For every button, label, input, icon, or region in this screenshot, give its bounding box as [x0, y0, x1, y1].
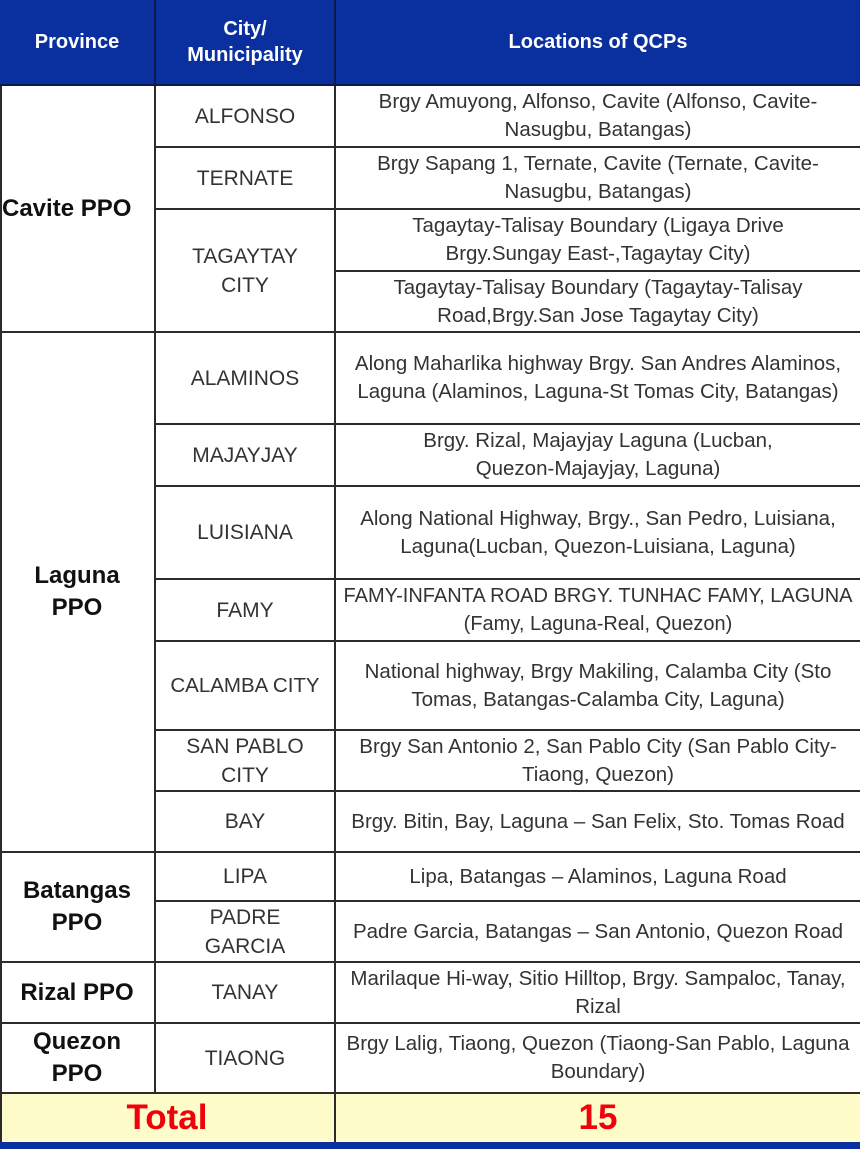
location-text: Along Maharlika highway Brgy. San Andres Alaminos, Laguna (Alaminos, Laguna-St Tomas City, Batangas)	[354, 352, 842, 403]
location-text: Brgy Amuyong, Alfonso, Cavite (Alfonso, Cavite-Nasugbu, Batangas)	[378, 90, 818, 141]
city-cell	[156, 731, 336, 792]
location-cell	[336, 86, 860, 148]
location-text: FAMY-INFANTA ROAD BRGY. TUNHAC FAMY, LAGUNA (Famy, Laguna-Real, Quezon)	[343, 585, 853, 635]
city-cell	[156, 1024, 336, 1094]
location-cell	[336, 853, 860, 902]
province-rizal	[0, 963, 156, 1024]
city-label: TAGAYTAY CITY	[192, 244, 298, 297]
location-cell	[336, 333, 860, 425]
location-text: Padre Garcia, Batangas – San Antonio, Quezon Road	[352, 919, 844, 943]
city-cell	[156, 487, 336, 580]
location-text: Lipa, Batangas – Alaminos, Laguna Road	[409, 864, 787, 888]
province-label: Cavite PPO	[2, 194, 132, 222]
city-label: TIAONG	[204, 1046, 286, 1070]
location-text: Along National Highway, Brgy., San Pedro, Luisiana, Laguna(Lucban, Quezon-Luisiana, Laguna)	[360, 506, 836, 558]
city-label: LUISIANA	[197, 521, 293, 544]
total-value: 15	[578, 1098, 618, 1137]
location-text: Brgy Lalig, Tiaong, Quezon (Tiaong-San Pablo, Laguna Boundary)	[346, 1032, 850, 1083]
city-label: TERNATE	[196, 166, 294, 190]
location-cell	[336, 902, 860, 963]
table-left-border	[0, 86, 2, 1142]
city-cell	[156, 148, 336, 210]
header-locations-label: Locations of QCPs	[508, 31, 688, 53]
location-cell	[336, 963, 860, 1024]
location-cell	[336, 792, 860, 853]
location-cell	[336, 642, 860, 731]
city-cell	[156, 642, 336, 731]
province-quezon	[0, 1024, 156, 1094]
province-cavite	[0, 86, 156, 333]
city-label: SAN PABLO CITY	[186, 734, 304, 787]
province-label: Rizal PPO	[20, 978, 134, 1006]
city-label: ALFONSO	[194, 104, 296, 128]
city-cell	[156, 792, 336, 853]
province-label: Laguna PPO	[34, 562, 120, 621]
location-cell	[336, 1024, 860, 1094]
city-cell	[156, 902, 336, 963]
city-label: CALAMBA CITY	[170, 674, 320, 697]
province-laguna	[0, 333, 156, 853]
city-label: TANAY	[211, 981, 279, 1004]
city-cell	[156, 86, 336, 148]
location-cell	[336, 272, 860, 333]
city-label: LIPA	[223, 865, 267, 888]
location-text: Brgy Sapang 1, Ternate, Cavite (Ternate, Cavite-Nasugbu, Batangas)	[377, 152, 819, 203]
city-label: MAJAYJAY	[192, 443, 298, 467]
city-cell	[156, 580, 336, 642]
province-label: Quezon PPO	[33, 1028, 121, 1087]
location-text: Tagaytay-Talisay Boundary (Ligaya Drive Brgy.Sungay East-,Tagaytay City)	[412, 214, 784, 265]
total-label: Total	[126, 1098, 208, 1137]
city-label: PADRE GARCIA	[204, 905, 286, 958]
city-label: ALAMINOS	[190, 366, 300, 390]
bottom-bar	[0, 1142, 860, 1149]
header-locations	[336, 0, 860, 86]
city-cell	[156, 333, 336, 425]
location-cell	[336, 148, 860, 210]
city-cell	[156, 963, 336, 1024]
location-text: Tagaytay-Talisay Boundary (Tagaytay-Talisay Road,Brgy.San Jose Tagaytay City)	[393, 275, 803, 327]
location-cell	[336, 487, 860, 580]
header-province-label: Province	[34, 31, 120, 53]
location-cell	[336, 580, 860, 642]
city-label: BAY	[224, 810, 266, 833]
location-text: National highway, Brgy Makiling, Calamba City (Sto Tomas, Batangas-Calamba City, Laguna)	[364, 659, 832, 711]
province-batangas	[0, 853, 156, 963]
location-cell	[336, 210, 860, 272]
header-city-label: City/ Municipality	[187, 18, 303, 66]
city-cell	[156, 425, 336, 487]
location-cell	[336, 731, 860, 792]
total-label-cell	[0, 1094, 336, 1142]
location-text: Brgy. Rizal, Majayjay Laguna (Lucban, Quezon-Majayjay, Laguna)	[423, 429, 773, 480]
location-text: Brgy. Bitin, Bay, Laguna – San Felix, Sto. Tomas Road	[351, 809, 845, 833]
province-label: Batangas PPO	[22, 877, 132, 936]
header-province	[0, 0, 156, 86]
header-city	[156, 0, 336, 86]
location-cell	[336, 425, 860, 487]
city-cell	[156, 210, 336, 333]
location-text: Marilaque Hi-way, Sitio Hilltop, Brgy. Sampaloc, Tanay, Rizal	[350, 966, 846, 1018]
total-value-cell	[336, 1094, 860, 1142]
location-text: Brgy San Antonio 2, San Pablo City (San Pablo City-Tiaong, Quezon)	[359, 734, 837, 786]
city-cell	[156, 853, 336, 902]
city-label: FAMY	[216, 598, 274, 622]
